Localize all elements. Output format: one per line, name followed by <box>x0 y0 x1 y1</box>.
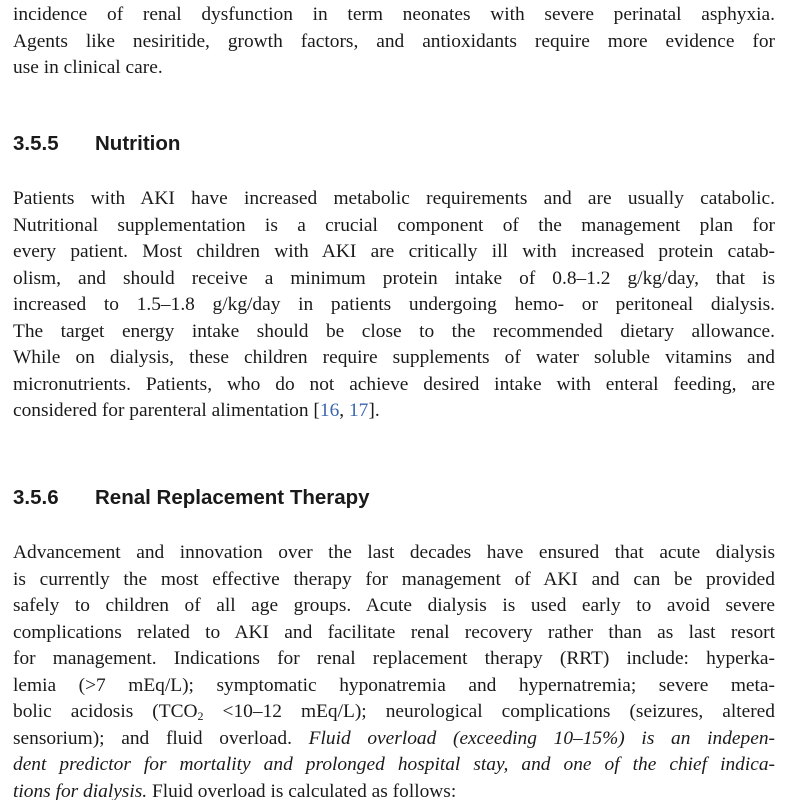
text-line: micronutrients. Patients, who do not achieve desired intake with enteral feeding, are <box>13 373 775 395</box>
rrt-paragraph <box>13 540 775 800</box>
text-line: use in clinical care. <box>13 57 163 78</box>
text-fragment: , <box>339 400 349 421</box>
text-line: complications related to AKI and facilitate renal recovery rather than as last resort <box>13 621 775 643</box>
text-line <box>13 398 775 425</box>
section-number: 3.5.6 <box>13 486 59 509</box>
section-heading-nutrition <box>13 131 180 157</box>
text-fragment: Fluid overload is calculated as follows: <box>147 780 457 800</box>
text-line: Nutritional supplementation is a crucial component of the management plan for <box>13 214 775 236</box>
text-line: While on dialysis, these children require supplements of water soluble vitamins and <box>13 347 775 368</box>
section-title: Renal Replacement Therapy <box>95 486 370 509</box>
italic-text: tions for dialysis. <box>13 780 148 800</box>
section-number: 3.5.5 <box>13 132 59 155</box>
text-line: is currently the most effective therapy for management of AKI and can be provided <box>13 568 775 590</box>
text-line: incidence of renal dysfunction in term neonates with severe perinatal asphyxia. <box>13 4 775 25</box>
text-line: for management. Indications for renal replacement therapy (RRT) include: hyperka- <box>13 648 775 669</box>
text-fragment: sensorium); and fluid overload. <box>13 727 309 749</box>
text-line <box>13 779 775 800</box>
text-line: lemia (>7 mEq/L); symptomatic hyponatremia and hypernatremia; severe meta- <box>13 674 775 696</box>
text-fragment: bolic acidosis (TCO <box>13 701 198 722</box>
text-fragment: considered for parenteral alimentation [ <box>13 400 320 421</box>
citation-link[interactable]: 17 <box>348 400 369 421</box>
text-line: Patients with AKI have increased metabolic requirements and are usually catabolic. <box>13 188 775 209</box>
intro-paragraph <box>13 2 775 82</box>
text-line: increased to 1.5–1.8 g/kg/day in patients undergoing hemo- or peritoneal dialysis. <box>13 294 775 315</box>
text-line: olism, and should receive a minimum protein intake of 0.8–1.2 g/kg/day, that is <box>13 267 775 289</box>
text-line: safely to children of all age groups. Acute dialysis is used early to avoid severe <box>13 595 775 616</box>
text-line: Agents like nesiritide, growth factors, and antioxidants require more evidence for <box>13 30 775 52</box>
text-line: every patient. Most children with AKI are critically ill with increased protein catab- <box>13 241 775 262</box>
section-heading-renal-replacement-therapy <box>13 485 370 511</box>
italic-text: Fluid overload (exceeding 10–15%) is an indepen- <box>308 727 775 749</box>
text-fragment: ]. <box>368 400 380 421</box>
italic-text-line: dent predictor for mortality and prolonged hospital stay, and one of the chief indica- <box>13 754 775 775</box>
text-fragment: <10–12 mEq/L); neurological complications (seizures, altered <box>203 701 775 722</box>
section-title: Nutrition <box>95 132 181 155</box>
citation-link[interactable]: 16 <box>319 400 340 421</box>
nutrition-paragraph <box>13 186 775 425</box>
text-line: Advancement and innovation over the last decades have ensured that acute dialysis <box>13 542 775 563</box>
text-line <box>13 726 775 753</box>
text-line <box>13 699 775 726</box>
subscript: 2 <box>197 709 204 723</box>
text-line: The target energy intake should be close to the recommended dietary allowance. <box>13 320 775 342</box>
